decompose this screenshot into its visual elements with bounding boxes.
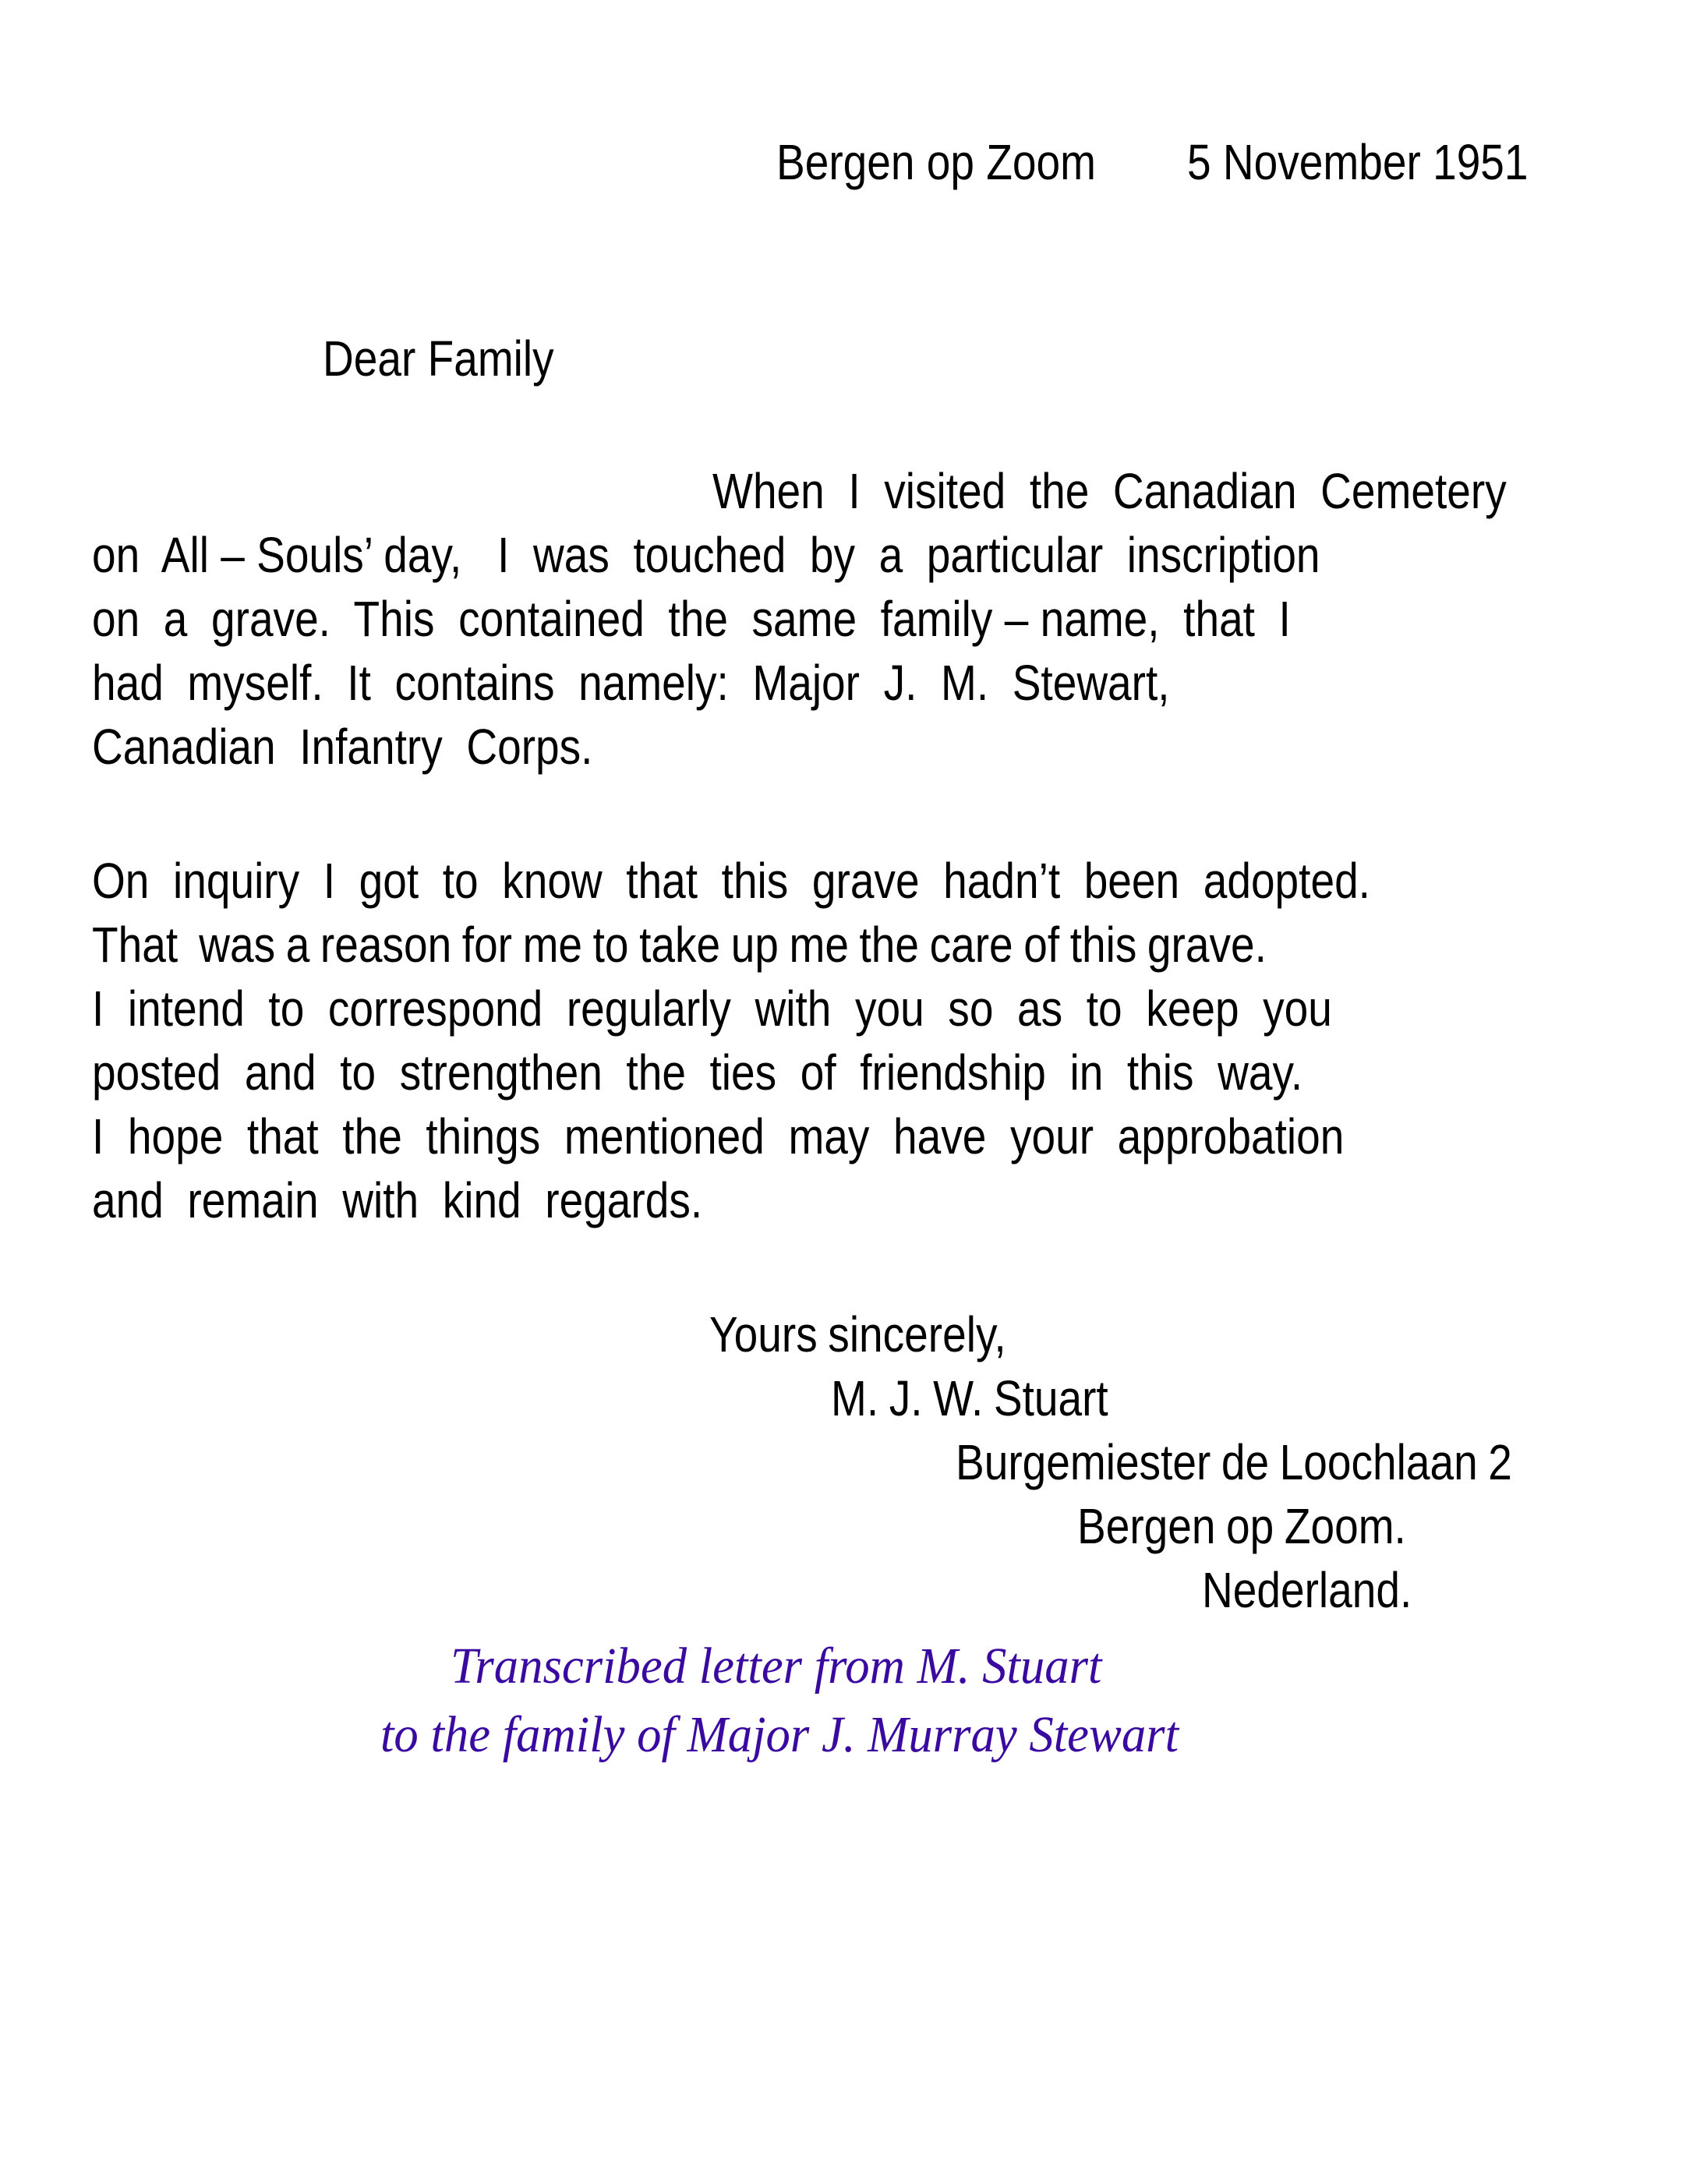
paragraph-1-line: When I visited the Canadian Cemetery: [712, 463, 1507, 519]
caption-line-1: Transcribed letter from M. Stuart: [451, 1638, 1102, 1695]
paragraph-2-line: I hope that the things mentioned may have your approbation: [92, 1108, 1345, 1164]
paragraph-2-line: I intend to correspond regularly with you so as to keep you: [92, 981, 1332, 1037]
caption-line-2: to the family of Major J. Murray Stewart: [380, 1706, 1179, 1763]
closing: Yours sincerely,: [709, 1306, 1006, 1362]
address-street: Burgemiester de Loochlaan 2: [956, 1434, 1512, 1490]
paragraph-2-line: On inquiry I got to know that this grave hadn’t been adopted.: [92, 853, 1370, 909]
paragraph-2-line: and remain with kind regards.: [92, 1172, 703, 1228]
signature: M. J. W. Stuart: [831, 1370, 1108, 1426]
paragraph-2-line: That was a reason for me to take up me the care of this grave.: [92, 917, 1267, 973]
paragraph-1-line: Canadian Infantry Corps.: [92, 719, 593, 775]
salutation: Dear Family: [323, 330, 554, 387]
paragraph-2-line: posted and to strengthen the ties of friendship in this way.: [92, 1044, 1303, 1101]
paragraph-1-line: on All – Souls’ day, I was touched by a particular inscription: [92, 527, 1320, 583]
paragraph-1-line: on a grave. This contained the same family – name, that I: [92, 591, 1291, 647]
address-country: Nederland.: [1202, 1562, 1412, 1618]
letter-place: Bergen op Zoom: [776, 134, 1096, 190]
address-city: Bergen op Zoom.: [1077, 1498, 1406, 1554]
paragraph-1-line: had myself. It contains namely: Major J. M. Stewart,: [92, 655, 1170, 711]
letter-date: 5 November 1951: [1187, 134, 1529, 190]
